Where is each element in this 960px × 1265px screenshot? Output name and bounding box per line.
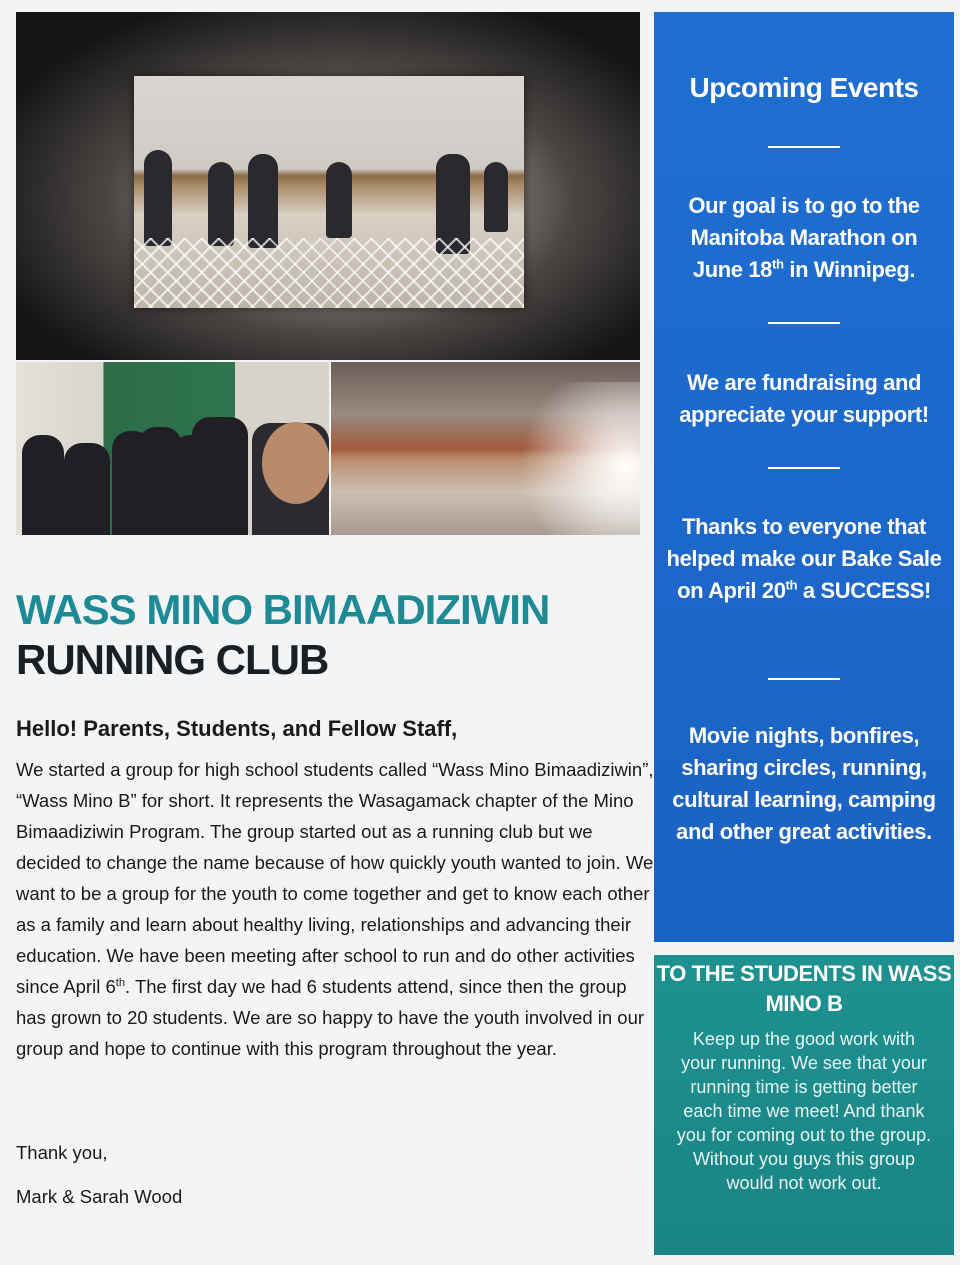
letter-body: We started a group for high school students called “Wass Mino Bimaadiziwin”, “Wass Mino B” for short. It represents the Wasagamack chapter of the Mino Bimaadiziwin Program. The group started out as a running club but we decided to change the name because of how quickly youth wanted to join. We want to be a group for the youth to come together and get to know each other as a family and learn about healthy living, relationships and advancing their education. We have been meeting after school to run and do other activities since April 6th. The first day we had 6 students attend, since then the group has grown to 20 students. We are so happy to have the youth involved in our group and hope to continue with this program throughout the year. xyxy=(16,759,654,1059)
upcoming-events-heading: Upcoming Events xyxy=(689,72,919,103)
runner-figure xyxy=(326,162,352,238)
divider xyxy=(768,467,840,469)
window-light xyxy=(500,382,640,535)
runner-figure xyxy=(208,162,234,246)
runner-figure xyxy=(248,154,278,248)
divider xyxy=(768,146,840,148)
closing: Thank you, xyxy=(16,1142,108,1163)
divider xyxy=(768,322,840,324)
person-face xyxy=(262,422,329,504)
runner-figure xyxy=(484,162,508,232)
greeting: Hello! Parents, Students, and Fellow Staff, xyxy=(16,716,458,741)
gym-running-photo xyxy=(16,12,640,360)
runner-figure xyxy=(144,150,172,246)
event-marathon: Our goal is to go to the Manitoba Marathon on June 18th in Winnipeg. xyxy=(688,193,920,282)
event-activities: Movie nights, bonfires, sharing circles, running, cultural learning, camping and other great activities. xyxy=(672,723,936,844)
students-message-panel xyxy=(654,955,954,1255)
person-figure xyxy=(64,443,110,535)
person-figure xyxy=(22,435,64,535)
page-title: WASS MINO BIMAADIZIWIN xyxy=(16,586,550,633)
basketball-net xyxy=(134,238,524,308)
page-subtitle: RUNNING CLUB xyxy=(16,636,329,683)
event-fundraising: We are fundraising and appreciate your support! xyxy=(679,370,929,427)
group-selfie-photo xyxy=(16,362,329,535)
divider xyxy=(768,678,840,680)
students-message: Keep up the good work with your running. We see that your running time is getting better each time we meet! And thank you for coming out to the group. Without you guys this group would not work out. xyxy=(676,1029,932,1193)
upcoming-events-panel xyxy=(654,12,954,942)
students-heading: TO THE STUDENTS IN WASS MINO B xyxy=(656,961,952,1016)
event-bake-sale: Thanks to everyone that helped make our Bake Sale on April 20th a SUCCESS! xyxy=(666,514,942,603)
person-figure xyxy=(192,417,248,535)
signature: Mark & Sarah Wood xyxy=(16,1186,183,1207)
gym-stretching-photo xyxy=(331,362,640,535)
